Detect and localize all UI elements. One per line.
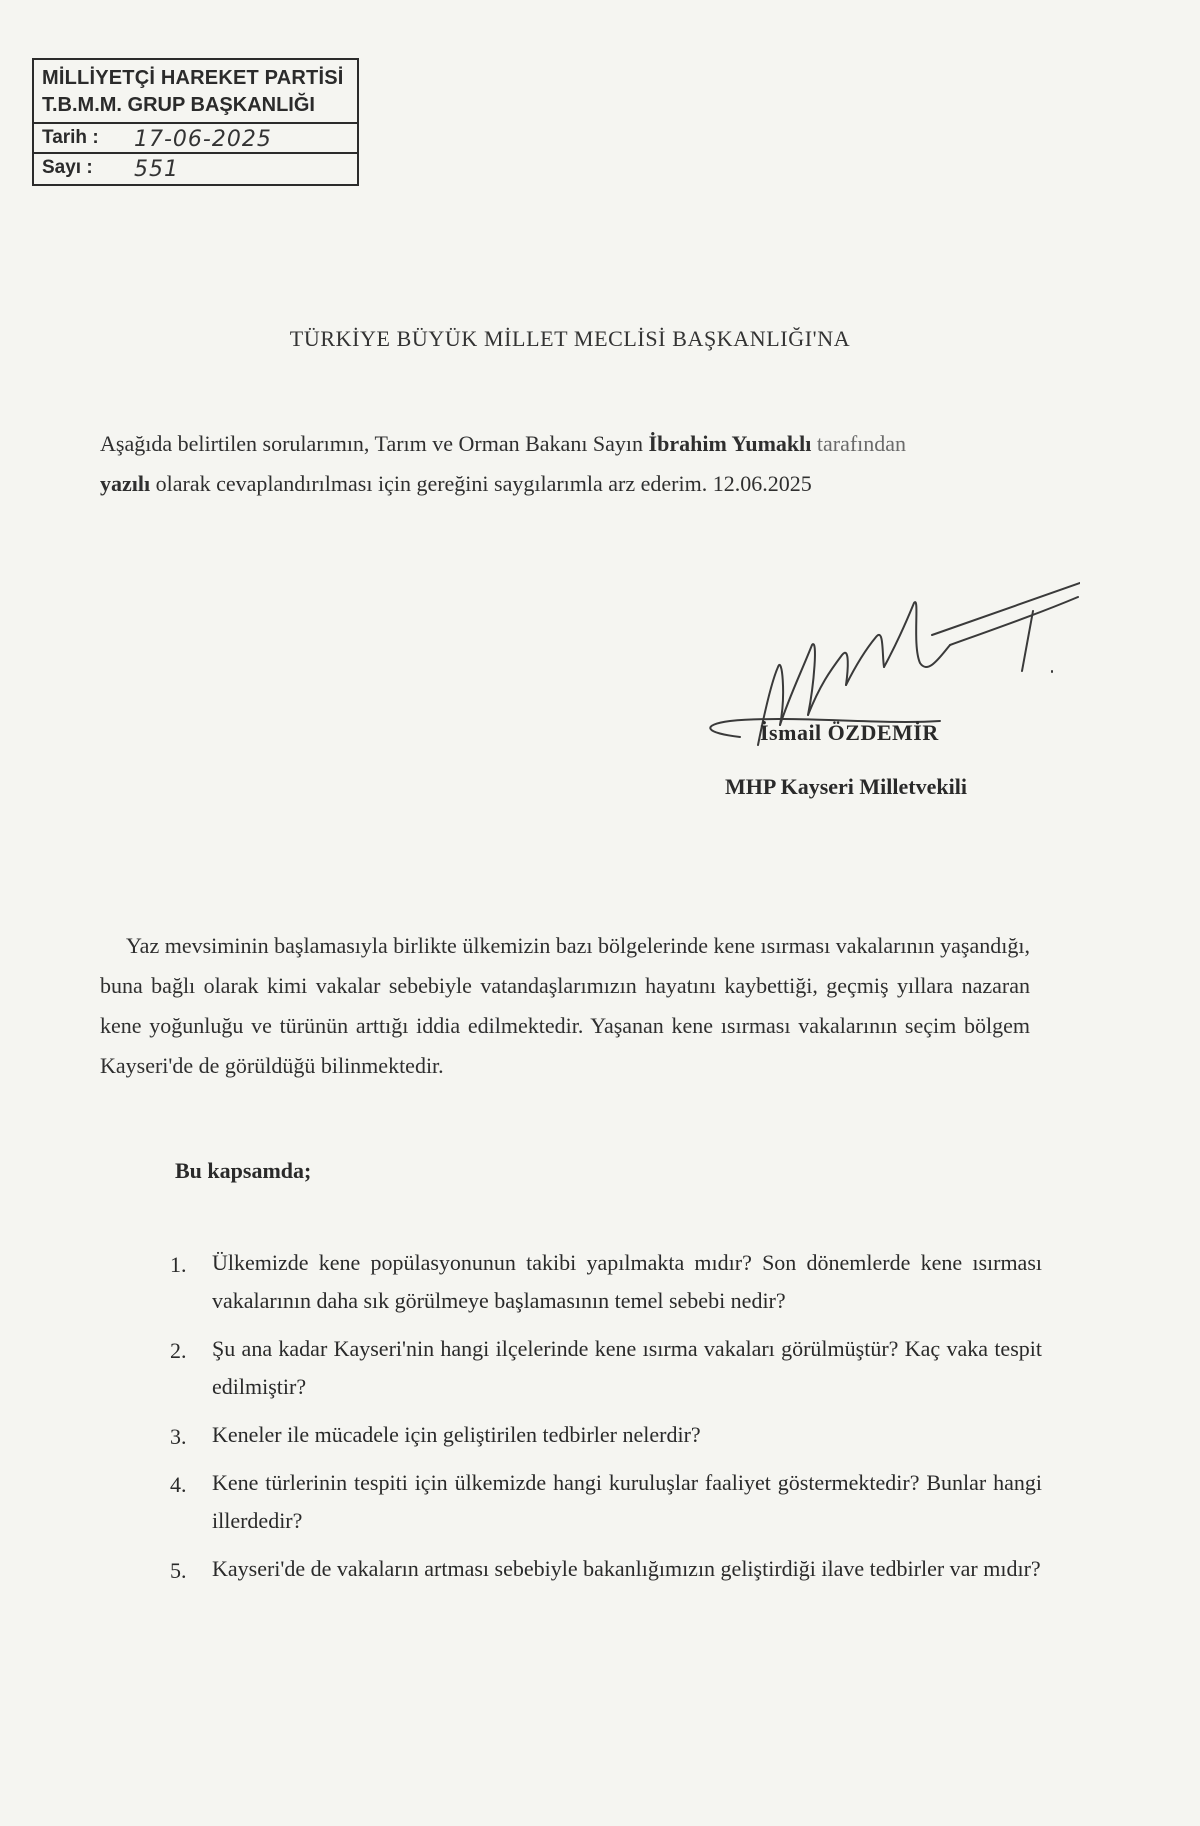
written-word: yazılı bbox=[100, 471, 151, 496]
question-item bbox=[170, 1416, 1042, 1454]
minister-name: İbrahim Yumaklı bbox=[648, 431, 812, 456]
question-number: 3. bbox=[170, 1424, 187, 1449]
stamp-party-name: MİLLİYETÇİ HAREKET PARTİSİ bbox=[42, 67, 344, 89]
question-text: Kene türlerinin tespiti için ülkemizde hangi kuruluşlar faaliyet göstermektedir? Bunlar hangi illerdedir? bbox=[212, 1470, 1042, 1533]
question-item bbox=[170, 1244, 1042, 1320]
request-text-3: olarak cevaplandırılması için gereğini saygılarımla arz ederim. 12.06.2025 bbox=[150, 471, 812, 496]
question-item bbox=[170, 1464, 1042, 1540]
party-stamp bbox=[32, 58, 359, 186]
request-text-1: Aşağıda belirtilen sorularımın, Tarım ve Orman Bakanı Sayın bbox=[100, 431, 649, 456]
addressee-heading: TÜRKİYE BÜYÜK MİLLET MECLİSİ BAŞKANLIĞI'NA bbox=[289, 326, 851, 351]
stamp-number-value: 551 bbox=[134, 157, 179, 182]
question-text: Keneler ile mücadele için geliştirilen tedbirler nelerdir? bbox=[212, 1422, 701, 1447]
question-text: Şu ana kadar Kayseri'nin hangi ilçelerinde kene ısırma vakaları görülmüştür? Kaç vaka tespit edilmiştir? bbox=[212, 1336, 1042, 1399]
signatory-title: MHP Kayseri Milletvekili bbox=[725, 774, 967, 799]
stamp-date-value: 17-06-2025 bbox=[134, 127, 272, 152]
stamp-group-name: T.B.M.M. GRUP BAŞKANLIĞI bbox=[42, 94, 315, 116]
question-number: 5. bbox=[170, 1558, 187, 1583]
request-text-2: tarafından bbox=[811, 431, 907, 456]
signatory-name: İsmail ÖZDEMİR bbox=[760, 720, 939, 745]
question-number: 2. bbox=[170, 1338, 187, 1363]
request-paragraph bbox=[100, 424, 1060, 504]
question-text: Ülkemizde kene popülasyonunun takibi yapılmakta mıdır? Son dönemlerde kene ısırması vakalarının daha sık görülmeye başlamasının temel sebebi nedir? bbox=[212, 1250, 1042, 1313]
questions-intro: Bu kapsamda; bbox=[175, 1158, 312, 1183]
stamp-number-label: Sayı : bbox=[42, 157, 93, 178]
stamp-date-row bbox=[34, 124, 357, 154]
stamp-header bbox=[34, 60, 357, 124]
question-number: 4. bbox=[170, 1472, 187, 1497]
question-list bbox=[170, 1244, 1042, 1598]
question-text: Kayseri'de de vakaların artması sebebiyle bakanlığımızın geliştirdiği ilave tedbirler var mıdır? bbox=[212, 1556, 1041, 1581]
context-paragraph: Yaz mevsiminin başlamasıyla birlikte ülkemizin bazı bölgelerinde kene ısırması vakalarının yaşandığı, buna bağlı olarak kimi vakalar sebebiyle vatandaşlarımızın hayatını kaybettiği, geçmiş yıllara nazaran kene yoğunluğu ve türünün arttığı iddia edilmektedir. Yaşanan kene ısırması vakalarının seçim bölgem Kayseri'de de görüldüğü bilinmektedir. bbox=[100, 933, 1030, 1078]
question-item bbox=[170, 1550, 1042, 1588]
stamp-date-label: Tarih : bbox=[42, 127, 99, 148]
question-number: 1. bbox=[170, 1252, 187, 1277]
stamp-number-row bbox=[34, 154, 357, 184]
question-item bbox=[170, 1330, 1042, 1406]
